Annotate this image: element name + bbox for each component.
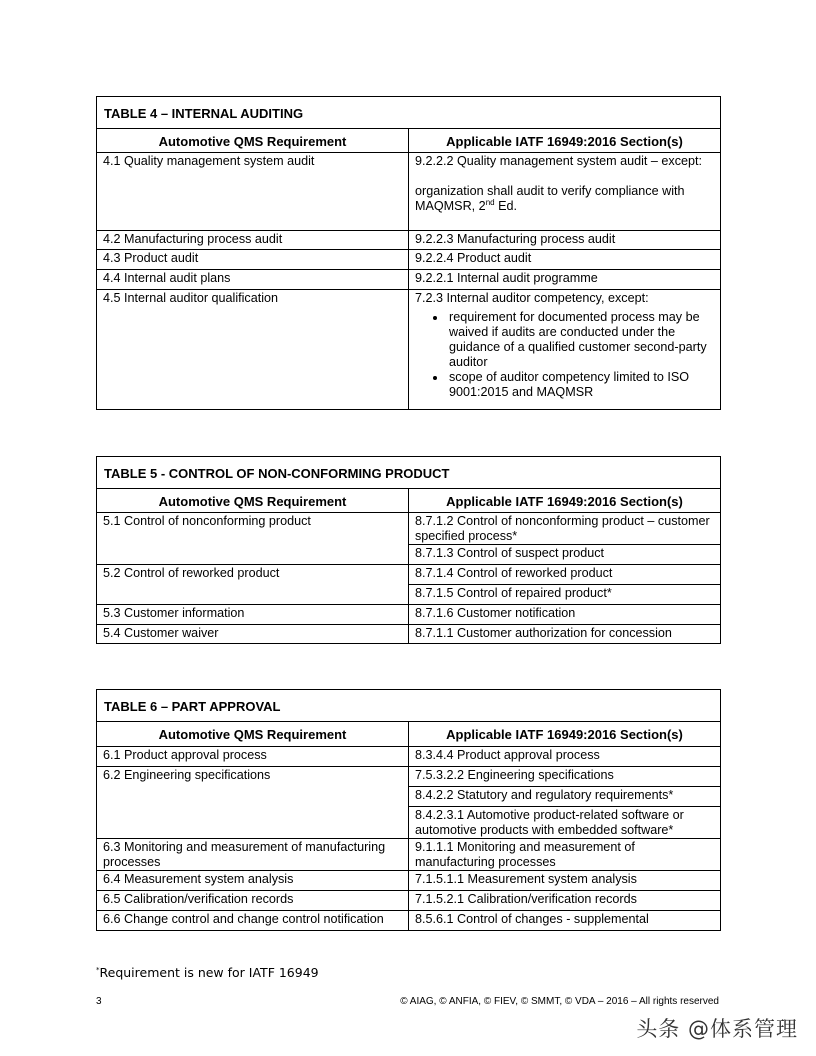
section-cell xyxy=(409,625,721,644)
note-superscript: nd xyxy=(485,197,495,207)
requirement-cell: 6.3 Monitoring and measurement of manufacturing processes xyxy=(97,839,409,871)
column-header: Applicable IATF 16949:2016 Section(s) xyxy=(409,129,721,153)
requirement-cell: 5.1 Control of nonconforming product xyxy=(97,513,409,565)
section-text: 8.7.1.3 Control of suspect product xyxy=(415,546,605,560)
table-row xyxy=(97,839,721,871)
bullet-item: • requirement for documented process may be waived if audits are conducted under the guidance of a qualified customer second-party auditor xyxy=(447,310,714,370)
requirement-cell: 6.6 Change control and change control notification xyxy=(97,911,409,931)
table-internal-auditing xyxy=(96,96,721,410)
note-tail: Ed. xyxy=(494,199,517,213)
section-cell xyxy=(409,807,721,839)
requirement-cell: 4.5 Internal auditor qualification xyxy=(97,290,409,410)
section-text: 9.2.2.3 Manufacturing process audit xyxy=(415,232,616,246)
column-header: Automotive QMS Requirement xyxy=(97,489,409,513)
table-row xyxy=(97,911,721,931)
section-text: 8.4.2.2 Statutory and regulatory requirements* xyxy=(415,788,674,802)
page-number: 3 xyxy=(96,996,102,1007)
requirement-cell: 6.4 Measurement system analysis xyxy=(97,871,409,891)
section-text: 9.2.2.2 Quality management system audit – except: xyxy=(415,154,703,168)
table-row xyxy=(97,767,721,787)
section-text: 8.7.1.4 Control of reworked product xyxy=(415,566,613,580)
watermark: 头条 @体系管理 xyxy=(636,1017,798,1041)
section-cell xyxy=(409,787,721,807)
section-cell xyxy=(409,767,721,787)
requirement-cell: 5.2 Control of reworked product xyxy=(97,565,409,605)
section-text: 8.7.1.6 Customer notification xyxy=(415,606,576,620)
section-text: 8.7.1.5 Control of repaired product* xyxy=(415,586,612,600)
section-text: 8.4.2.3.1 Automotive product-related software or automotive products with embedded software* xyxy=(415,808,684,837)
bullet-list xyxy=(415,310,714,400)
footnote-text: Requirement is new for IATF 16949 xyxy=(99,965,319,980)
table-title-row xyxy=(97,690,721,722)
table-part-approval xyxy=(96,689,721,931)
section-cell xyxy=(409,891,721,911)
table-title-row xyxy=(97,457,721,489)
section-cell xyxy=(409,545,721,565)
section-text: 8.3.4.4 Product approval process xyxy=(415,748,600,762)
requirement-cell: 6.2 Engineering specifications xyxy=(97,767,409,839)
section-cell xyxy=(409,585,721,605)
table-row xyxy=(97,250,721,270)
table-header-row xyxy=(97,489,721,513)
copyright-notice: © AIAG, © ANFIA, © FIEV, © SMMT, © VDA – 2016 – All rights reserved xyxy=(400,996,719,1007)
section-cell xyxy=(409,747,721,767)
table-header-row xyxy=(97,129,721,153)
section-text: 8.7.1.1 Customer authorization for concession xyxy=(415,626,672,640)
table-row xyxy=(97,290,721,410)
section-cell xyxy=(409,153,721,231)
section-cell xyxy=(409,270,721,290)
section-text: 7.1.5.2.1 Calibration/verification records xyxy=(415,892,637,906)
section-cell xyxy=(409,871,721,891)
table-nonconforming-product xyxy=(96,456,721,644)
section-text: 8.7.1.2 Control of nonconforming product – customer specified process* xyxy=(415,514,710,543)
column-header: Automotive QMS Requirement xyxy=(97,129,409,153)
table-row xyxy=(97,891,721,911)
section-text: 9.2.2.1 Internal audit programme xyxy=(415,271,598,285)
footnote-mark: * xyxy=(96,965,100,974)
section-text: 7.2.3 Internal auditor competency, except: xyxy=(415,291,649,305)
table-title: TABLE 5 - CONTROL OF NON-CONFORMING PRODUCT xyxy=(97,457,721,489)
requirement-cell: 4.2 Manufacturing process audit xyxy=(97,231,409,250)
section-text: 9.2.2.4 Product audit xyxy=(415,251,532,265)
column-header: Automotive QMS Requirement xyxy=(97,722,409,747)
requirement-cell: 4.4 Internal audit plans xyxy=(97,270,409,290)
footnote xyxy=(96,965,319,980)
requirement-cell: 5.4 Customer waiver xyxy=(97,625,409,644)
section-cell xyxy=(409,565,721,585)
section-cell xyxy=(409,839,721,871)
table-row xyxy=(97,270,721,290)
section-cell xyxy=(409,250,721,270)
section-cell xyxy=(409,513,721,545)
section-cell xyxy=(409,911,721,931)
table-row xyxy=(97,513,721,545)
section-text: 9.1.1.1 Monitoring and measurement of manufacturing processes xyxy=(415,840,635,869)
section-text: 7.1.5.1.1 Measurement system analysis xyxy=(415,872,637,886)
table-title-row xyxy=(97,97,721,129)
requirement-cell: 4.1 Quality management system audit xyxy=(97,153,409,231)
section-cell xyxy=(409,231,721,250)
table-row xyxy=(97,747,721,767)
table-row xyxy=(97,605,721,625)
section-text: 8.5.6.1 Control of changes - supplemental xyxy=(415,912,649,926)
table-row xyxy=(97,153,721,231)
table-row xyxy=(97,625,721,644)
requirement-cell: 6.5 Calibration/verification records xyxy=(97,891,409,911)
bullet-item: • scope of auditor competency limited to ISO 9001:2015 and MAQMSR xyxy=(447,370,714,400)
section-cell xyxy=(409,605,721,625)
requirement-cell: 6.1 Product approval process xyxy=(97,747,409,767)
column-header: Applicable IATF 16949:2016 Section(s) xyxy=(409,722,721,747)
table-title: TABLE 6 – PART APPROVAL xyxy=(97,690,721,722)
column-header: Applicable IATF 16949:2016 Section(s) xyxy=(409,489,721,513)
section-cell xyxy=(409,290,721,410)
table-row xyxy=(97,231,721,250)
table-header-row xyxy=(97,722,721,747)
section-note xyxy=(415,184,714,214)
table-row xyxy=(97,871,721,891)
requirement-cell: 5.3 Customer information xyxy=(97,605,409,625)
requirement-cell: 4.3 Product audit xyxy=(97,250,409,270)
note-text: organization shall audit to verify compliance with MAQMSR, 2 xyxy=(415,184,685,213)
table-row xyxy=(97,565,721,585)
table-title: TABLE 4 – INTERNAL AUDITING xyxy=(97,97,721,129)
section-text: 7.5.3.2.2 Engineering specifications xyxy=(415,768,614,782)
